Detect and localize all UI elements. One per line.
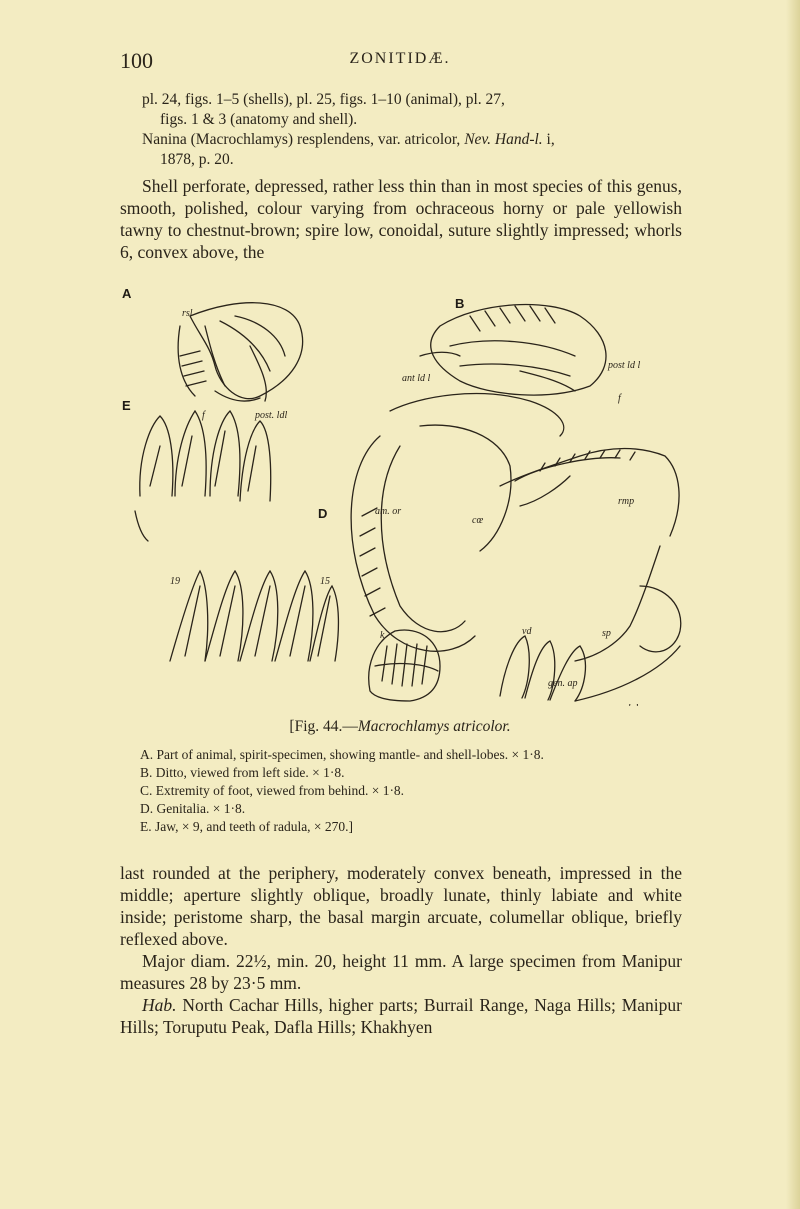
figure-label: D [318, 506, 328, 521]
part-label: post ld l [608, 360, 641, 371]
anatomy-illustration [120, 286, 700, 706]
reference-line: Nanina (Macrochlamys) resplendens, var. atricolor, Nev. Hand-l. i, [142, 131, 555, 148]
reference-line: 1878, p. 20. [160, 151, 234, 168]
page-header [120, 48, 680, 72]
legend-item: B. Ditto, viewed from left side. × 1·8. [140, 765, 345, 780]
part-label: sp [602, 628, 611, 639]
hab-label: Hab. [142, 995, 177, 1015]
figure-label: A [122, 286, 132, 301]
page-edge-shadow [786, 0, 800, 1209]
part-label: rsl [182, 308, 193, 319]
legend-item: A. Part of animal, spirit-specimen, showing mantle- and shell-lobes. × 1·8. [140, 747, 544, 762]
figure-d-lower-drawing [500, 636, 680, 701]
page-number: 100 [120, 48, 153, 73]
reference-line: pl. 24, figs. 1–5 (shells), pl. 25, figs. 1–10 (animal), pl. 27, [142, 91, 505, 108]
measurements: Major diam. 22½, min. 20, height 11 mm. A large specimen from Manipur measures 28 by 23·5 mm. [120, 951, 682, 993]
figure-label: E [122, 398, 131, 413]
description-continued: last rounded at the periphery, moderately convex beneath, impressed in the middle; aperture slightly oblique, broadly lunate, thinly labiate and white inside; peristome sharp, the basal margin arcuate, columellar oblique, briefly reflexed above. [120, 863, 682, 949]
legend-item: C. Extremity of foot, viewed from behind. × 1·8. [140, 783, 405, 798]
legend-item: E. Jaw, × 9, and teeth of radula, × 270.] [140, 819, 354, 834]
part-label: vd [522, 626, 532, 637]
part-label: rmp [618, 496, 635, 507]
figure-e-drawing [135, 411, 338, 661]
part-label: ant ld l [402, 373, 431, 384]
part-label [628, 703, 639, 706]
figure-a-drawing [178, 303, 302, 401]
part-label: am. or [375, 506, 402, 517]
figure-d-drawing [351, 394, 681, 661]
synonymy-references [142, 90, 682, 170]
part-label: 15 [320, 576, 330, 587]
figure-legend [140, 746, 700, 836]
part-label: f [618, 393, 621, 404]
part-label: gen. ap [548, 678, 578, 689]
part-label: post. ldl [255, 410, 288, 421]
legend-item: D. Genitalia. × 1·8. [140, 801, 246, 816]
journal-abbrev: Nev. Hand-l. [464, 131, 543, 148]
figure-b-drawing [420, 305, 606, 396]
anatomy-figure [120, 286, 700, 706]
part-label: 19 [170, 576, 180, 587]
body-text [120, 862, 682, 1038]
part-label: cœ [472, 515, 484, 526]
habitat: Hab. North Cachar Hills, higher parts; Burrail Range, Naga Hills; Manipur Hills; Toruputu Peak, Dafla Hills; Khakhyen [120, 995, 682, 1037]
part-label: k [380, 630, 385, 641]
figure-label: B [455, 296, 465, 311]
part-label: f [202, 410, 205, 421]
caption-species-name: Macrochlamys atricolor. [357, 718, 511, 735]
reference-line: figs. 1 & 3 (anatomy and shell). [160, 111, 358, 128]
running-head: ZONITIDÆ. [349, 50, 451, 67]
shell-description: Shell perforate, depressed, rather less thin than in most species of this genus, smooth, polished, colour varying from ochraceous horny or pale yellowish tawny to chestnut-brown; spire low, conoidal, suture slightly impressed; whorls 6, convex above, the [120, 176, 682, 262]
figure-caption: [Fig. 44.—Macrochlamys atricolor. [289, 718, 511, 735]
